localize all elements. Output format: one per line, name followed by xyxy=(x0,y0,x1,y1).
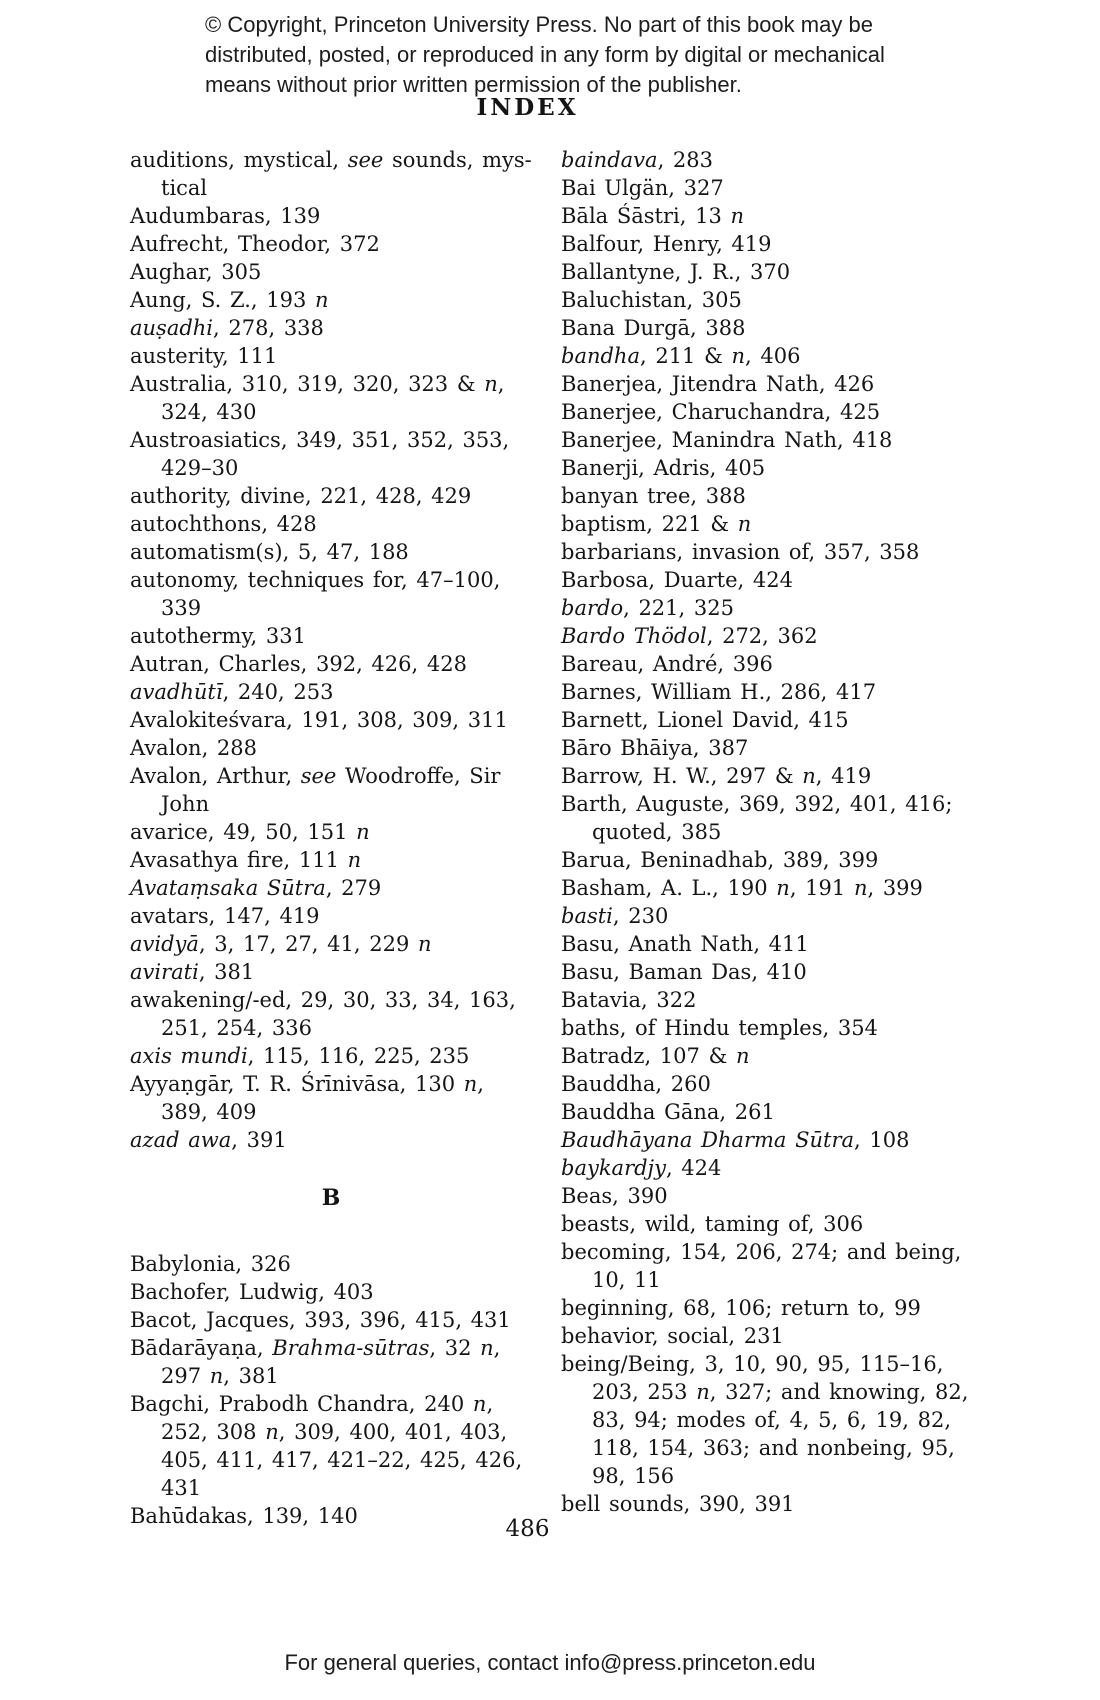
index-entry xyxy=(130,538,532,566)
index-entry xyxy=(561,1210,931,1238)
index-entry-line: avidyā, 3, 17, 27, 41, 229 n xyxy=(130,932,432,956)
index-entry-continuation-line: 429–30 xyxy=(161,456,239,480)
index-entry xyxy=(561,370,931,398)
index-entry-line: azad awa, 391 xyxy=(130,1128,287,1152)
index-entry-continuation-line: 203, 253 n, 327; and knowing, 82, xyxy=(592,1380,969,1404)
index-entry-line: Avataṃsaka Sūtra, 279 xyxy=(130,876,382,900)
index-title: INDEX xyxy=(476,94,579,121)
index-entry-line: Bardo Thödol, 272, 362 xyxy=(561,624,818,648)
index-entry-line: autochthons, 428 xyxy=(130,512,317,536)
index-entry-line: Avasathya fire, 111 n xyxy=(130,848,362,872)
index-entry xyxy=(130,426,532,482)
index-entry-line: Baudhāyana Dharma Sūtra, 108 xyxy=(561,1128,910,1152)
index-entry-line: automatism(s), 5, 47, 188 xyxy=(130,540,409,564)
index-entry-line: Babylonia, 326 xyxy=(130,1252,291,1276)
index-entry-line: avatars, 147, 419 xyxy=(130,904,320,928)
index-entry xyxy=(130,342,532,370)
index-entry-line: bell sounds, 390, 391 xyxy=(561,1492,795,1516)
index-entry xyxy=(130,1306,532,1334)
index-entry xyxy=(130,762,532,818)
index-left-column xyxy=(130,146,532,1530)
index-entry-line: Balfour, Henry, 419 xyxy=(561,232,772,256)
index-entry-continuation-line: 431 xyxy=(161,1476,202,1500)
index-entry-continuation-line: 405, 411, 417, 421–22, 425, 426, xyxy=(161,1448,523,1472)
index-entry-line: bardo, 221, 325 xyxy=(561,596,734,620)
index-entry xyxy=(561,1154,931,1182)
index-entry-line: avadhūtī, 240, 253 xyxy=(130,680,334,704)
index-entry-line: being/Being, 3, 10, 90, 95, 115–16, xyxy=(561,1352,944,1376)
index-entry-line: Banerjee, Manindra Nath, 418 xyxy=(561,428,893,452)
index-entry-continuation-line: 83, 94; modes of, 4, 5, 6, 19, 82, xyxy=(592,1408,952,1432)
index-entry xyxy=(130,482,532,510)
index-entry xyxy=(130,622,532,650)
index-entry-line: Barnett, Lionel David, 415 xyxy=(561,708,849,732)
index-entry xyxy=(130,258,532,286)
index-entry xyxy=(561,986,931,1014)
index-entry xyxy=(130,706,532,734)
index-entry xyxy=(561,398,931,426)
index-entry xyxy=(130,958,532,986)
index-entry-line: Banerjea, Jitendra Nath, 426 xyxy=(561,372,875,396)
copyright-line: © Copyright, Princeton University Press. No part of this book may be xyxy=(205,12,873,37)
copyright-notice xyxy=(205,10,885,100)
index-entry-line: Batradz, 107 & n xyxy=(561,1044,750,1068)
index-entry-continuation-line: 252, 308 n, 309, 400, 401, 403, xyxy=(161,1420,508,1444)
index-entry xyxy=(561,734,931,762)
index-entry xyxy=(561,314,931,342)
index-entry-line: baths, of Hindu temples, 354 xyxy=(561,1016,878,1040)
index-entry-line: Autran, Charles, 392, 426, 428 xyxy=(130,652,467,676)
index-entry-line: autonomy, techniques for, 47–100, xyxy=(130,568,501,592)
index-entry xyxy=(561,706,931,734)
index-entry xyxy=(130,566,532,622)
index-entry-line: Baluchistan, 305 xyxy=(561,288,742,312)
section-heading-b: B xyxy=(321,1185,341,1211)
page-number: 486 xyxy=(505,1516,550,1542)
index-entry xyxy=(561,1042,931,1070)
index-entry xyxy=(561,650,931,678)
index-entry xyxy=(561,538,931,566)
index-entry-line: Basu, Baman Das, 410 xyxy=(561,960,807,984)
index-entry-line: Banerjee, Charuchandra, 425 xyxy=(561,400,881,424)
index-entry-continuation-line: 251, 254, 336 xyxy=(161,1016,312,1040)
index-entry-line: beasts, wild, taming of, 306 xyxy=(561,1212,864,1236)
index-entry-line: Bagchi, Prabodh Chandra, 240 n, xyxy=(130,1392,494,1416)
index-entry xyxy=(561,762,931,790)
index-entry xyxy=(561,874,931,902)
index-entry xyxy=(561,902,931,930)
index-entry-line: Bachofer, Ludwig, 403 xyxy=(130,1280,374,1304)
index-entry xyxy=(561,958,931,986)
index-entry xyxy=(130,1126,532,1154)
index-entry-line: Bauddha, 260 xyxy=(561,1072,711,1096)
index-entry xyxy=(561,566,931,594)
index-entry-line: Bai Ulgän, 327 xyxy=(561,176,724,200)
index-entry-line: axis mundi, 115, 116, 225, 235 xyxy=(130,1044,470,1068)
index-entry-line: authority, divine, 221, 428, 429 xyxy=(130,484,472,508)
index-entry-line: Aufrecht, Theodor, 372 xyxy=(130,232,380,256)
index-entry xyxy=(561,454,931,482)
index-entry-continuation-line: 389, 409 xyxy=(161,1100,257,1124)
index-entry xyxy=(561,622,931,650)
index-entry-line: Banerji, Adris, 405 xyxy=(561,456,766,480)
index-entry xyxy=(561,174,931,202)
index-entry-continuation-line: 10, 11 xyxy=(592,1268,661,1292)
index-entry-continuation-line: quoted, 385 xyxy=(592,820,722,844)
index-entry xyxy=(561,342,931,370)
index-entry xyxy=(130,1250,532,1278)
index-entry xyxy=(561,230,931,258)
index-entry-line: Barnes, William H., 286, 417 xyxy=(561,680,877,704)
index-entry-continuation-line: 297 n, 381 xyxy=(161,1364,279,1388)
index-entry xyxy=(561,678,931,706)
index-entry-line: awakening/-ed, 29, 30, 33, 34, 163, xyxy=(130,988,516,1012)
index-entry-continuation-line: 118, 154, 363; and nonbeing, 95, xyxy=(592,1436,955,1460)
index-entry-line: Basham, A. L., 190 n, 191 n, 399 xyxy=(561,876,923,900)
index-entry-line: Basu, Anath Nath, 411 xyxy=(561,932,809,956)
index-entry-line: Ayyaṇgār, T. R. Śrīnivāsa, 130 n, xyxy=(130,1072,484,1096)
copyright-line: means without prior written permission of the publisher. xyxy=(205,72,742,97)
index-entry xyxy=(561,146,931,174)
index-entry-line: baptism, 221 & n xyxy=(561,512,752,536)
index-entry-line: Barrow, H. W., 297 & n, 419 xyxy=(561,764,872,788)
index-entry xyxy=(130,510,532,538)
index-entry-line: Avalon, Arthur, see Woodroffe, Sir xyxy=(130,764,501,788)
index-entry xyxy=(130,678,532,706)
index-entry-line: Beas, 390 xyxy=(561,1184,668,1208)
index-entry-line: Australia, 310, 319, 320, 323 & n, xyxy=(130,372,505,396)
index-entry-line: basti, 230 xyxy=(561,904,669,928)
index-entry-line: Barbosa, Duarte, 424 xyxy=(561,568,793,592)
index-entry-line: auditions, mystical, see sounds, mys- xyxy=(130,148,532,172)
index-entry-line: baykardjy, 424 xyxy=(561,1156,722,1180)
index-entry xyxy=(130,1334,532,1390)
index-entry xyxy=(561,1350,969,1490)
index-entry xyxy=(561,482,931,510)
index-entry-line: Aughar, 305 xyxy=(130,260,262,284)
index-entry xyxy=(130,1042,532,1070)
index-entry-line: Bāro Bhāiya, 387 xyxy=(561,736,749,760)
index-entry xyxy=(130,1390,532,1502)
index-entry xyxy=(130,930,532,958)
index-entry xyxy=(130,818,532,846)
index-entry-line: Avalokiteśvara, 191, 308, 309, 311 xyxy=(130,708,508,732)
index-entry-line: avarice, 49, 50, 151 n xyxy=(130,820,370,844)
index-entry xyxy=(561,510,931,538)
index-entry-line: Austroasiatics, 349, 351, 352, 353, xyxy=(130,428,510,452)
index-entry xyxy=(130,370,532,426)
index-entry-line: Batavia, 322 xyxy=(561,988,697,1012)
index-entry-line: Bādarāyaṇa, Brahma-sūtras, 32 n, xyxy=(130,1336,501,1360)
index-entry xyxy=(561,1014,931,1042)
index-entry-line: becoming, 154, 206, 274; and being, xyxy=(561,1240,962,1264)
index-entry-line: barbarians, invasion of, 357, 358 xyxy=(561,540,920,564)
index-entry xyxy=(561,1098,931,1126)
index-entry xyxy=(130,286,532,314)
index-entry xyxy=(561,846,931,874)
index-entry-line: Avalon, 288 xyxy=(130,736,258,760)
index-entry xyxy=(561,1070,931,1098)
index-entry-continuation-line: 98, 156 xyxy=(592,1464,675,1488)
index-entry-line: autothermy, 331 xyxy=(130,624,306,648)
index-entry xyxy=(130,902,532,930)
index-entry xyxy=(561,790,953,846)
index-entry-line: banyan tree, 388 xyxy=(561,484,746,508)
index-entry-line: avirati, 381 xyxy=(130,960,255,984)
index-entry xyxy=(561,1322,931,1350)
index-entry xyxy=(130,986,532,1042)
index-entry-line: Barua, Beninadhab, 389, 399 xyxy=(561,848,879,872)
index-entry xyxy=(561,1126,931,1154)
index-entry-line: auṣadhi, 278, 338 xyxy=(130,316,324,340)
index-entry-line: Bauddha Gāna, 261 xyxy=(561,1100,775,1124)
index-entry-line: Barth, Auguste, 369, 392, 401, 416; xyxy=(561,792,953,816)
index-entry-line: Bacot, Jacques, 393, 396, 415, 431 xyxy=(130,1308,511,1332)
index-entry-continuation-line: 324, 430 xyxy=(161,400,257,424)
index-entry xyxy=(561,1238,962,1294)
index-entry xyxy=(561,1490,931,1518)
index-entry-line: austerity, 111 xyxy=(130,344,278,368)
index-entry xyxy=(561,258,931,286)
index-entry xyxy=(130,202,532,230)
index-entry xyxy=(561,202,931,230)
index-entry xyxy=(130,314,532,342)
index-entry-line: baindava, 283 xyxy=(561,148,713,172)
index-entry-line: Aung, S. Z., 193 n xyxy=(130,288,329,312)
index-entry xyxy=(130,146,532,202)
index-entry xyxy=(130,230,532,258)
index-entry xyxy=(130,874,532,902)
index-entry-continuation-line: John xyxy=(161,792,210,816)
index-entry xyxy=(130,1278,532,1306)
index-entry-line: Bareau, André, 396 xyxy=(561,652,773,676)
index-entry xyxy=(561,426,931,454)
index-entry-continuation-line: 339 xyxy=(161,596,202,620)
index-entry xyxy=(130,846,532,874)
index-entry xyxy=(561,930,931,958)
index-entry-line: Bana Durgā, 388 xyxy=(561,316,746,340)
index-entry xyxy=(561,1294,931,1322)
footer-contact: For general queries, contact info@press.princeton.edu xyxy=(284,1650,816,1675)
index-entry xyxy=(561,594,931,622)
index-entry xyxy=(130,650,532,678)
index-entry-continuation-line: tical xyxy=(161,176,208,200)
index-entry xyxy=(130,734,532,762)
index-entry-line: Audumbaras, 139 xyxy=(130,204,321,228)
index-entry-line: bandha, 211 & n, 406 xyxy=(561,344,801,368)
copyright-line: distributed, posted, or reproduced in any form by digital or mechanical xyxy=(205,42,885,67)
index-entry-line: Bahūdakas, 139, 140 xyxy=(130,1504,358,1528)
index-entry xyxy=(561,1182,931,1210)
index-entry-line: Ballantyne, J. R., 370 xyxy=(561,260,791,284)
index-right-column xyxy=(561,146,969,1518)
index-entry-line: Bāla Śāstri, 13 n xyxy=(561,204,745,228)
index-entry-line: behavior, social, 231 xyxy=(561,1324,784,1348)
index-entry xyxy=(130,1070,532,1126)
index-entry-line: beginning, 68, 106; return to, 99 xyxy=(561,1296,921,1320)
index-entry xyxy=(561,286,931,314)
